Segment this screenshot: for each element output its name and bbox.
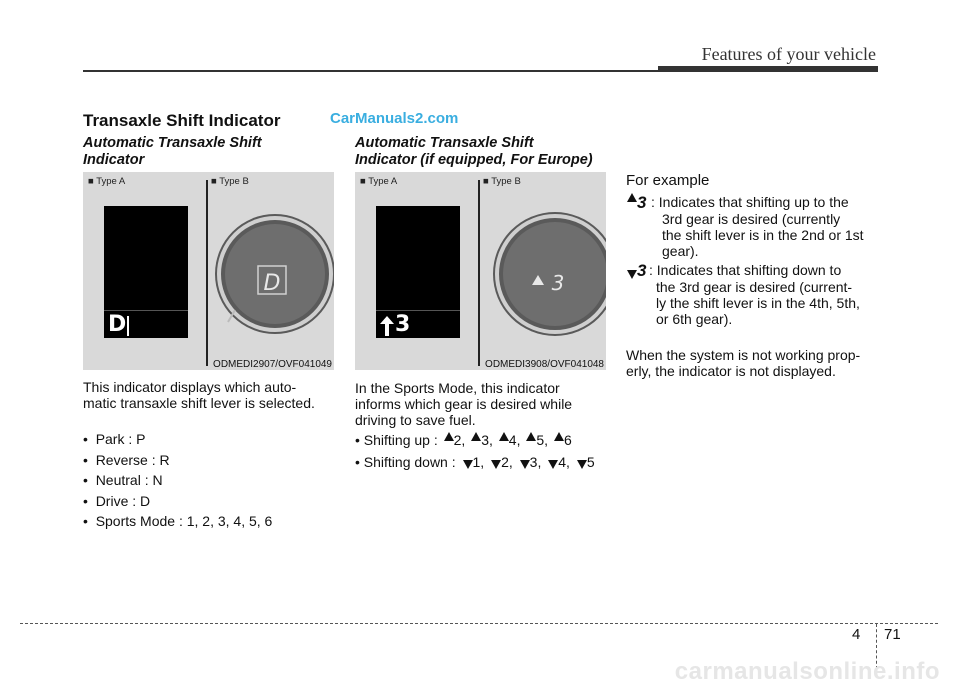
middle-subtitle-line1: Automatic Transaxle Shift bbox=[355, 135, 534, 151]
footer-rule bbox=[20, 623, 938, 624]
up-symbol bbox=[627, 193, 646, 213]
triangle-up-icon bbox=[526, 432, 536, 441]
header-rule bbox=[83, 70, 658, 72]
para-line: : Indicates that shifting down to bbox=[649, 262, 842, 278]
triangle-up-icon bbox=[444, 432, 454, 441]
down-symbol-digit: 3 bbox=[637, 261, 647, 280]
type-a-tag: ■ Type A bbox=[360, 176, 398, 187]
middle-subtitle bbox=[355, 135, 593, 169]
para-line: matic transaxle shift lever is selected. bbox=[83, 395, 315, 411]
list-item: • Sports Mode : 1, 2, 3, 4, 5, 6 bbox=[83, 513, 273, 529]
triangle-down-icon bbox=[520, 460, 530, 469]
para-line: erly, the indicator is not displayed. bbox=[626, 363, 836, 379]
down-explanation bbox=[649, 262, 878, 278]
figure-code: ODMEDI3908/OVF041048 bbox=[485, 359, 604, 370]
list-item: • Park : P bbox=[83, 431, 146, 447]
para-line: In the Sports Mode, this indicator bbox=[355, 380, 560, 396]
up-explanation-cont bbox=[662, 211, 878, 259]
shift-down-label: • Shifting down : bbox=[355, 454, 456, 470]
para-line: or 6th gear). bbox=[656, 311, 733, 327]
list-item: • Reverse : R bbox=[83, 451, 170, 468]
shift-up-label: • Shifting up : bbox=[355, 432, 438, 448]
para-line: informs which gear is desired while bbox=[355, 396, 573, 412]
down-symbol bbox=[627, 261, 646, 281]
gear-digit: 3 bbox=[395, 312, 411, 337]
example-label: For example bbox=[626, 172, 710, 189]
type-a-tag: ■ Type A bbox=[88, 176, 126, 187]
middle-paragraph bbox=[355, 380, 606, 428]
left-subtitle bbox=[83, 135, 262, 169]
para-line: 3rd gear is desired (currently bbox=[662, 211, 841, 227]
header-rule-accent bbox=[658, 66, 878, 72]
para-line: : Indicates that shifting up to the bbox=[651, 194, 849, 210]
triangle-down-icon bbox=[627, 270, 637, 279]
triangle-up-icon bbox=[499, 432, 509, 441]
figure-left bbox=[83, 172, 334, 370]
triangle-down-icon bbox=[548, 460, 558, 469]
figure-middle bbox=[355, 172, 606, 370]
running-header: Features of your vehicle bbox=[701, 44, 876, 64]
gear-letter: D bbox=[108, 312, 127, 337]
para-line: driving to save fuel. bbox=[355, 412, 476, 428]
watermark-link[interactable]: CarManuals2.com bbox=[330, 110, 459, 127]
figure-code: ODMEDI2907/OVF041049 bbox=[213, 359, 332, 370]
page-number: 71 bbox=[884, 626, 901, 643]
note-paragraph bbox=[626, 347, 878, 379]
middle-subtitle-line2: Indicator (if equipped, For Europe) bbox=[355, 152, 593, 168]
list-item: • Neutral : N bbox=[83, 472, 163, 488]
type-a-display bbox=[104, 206, 188, 338]
arrow-up-icon bbox=[380, 316, 394, 336]
left-paragraph bbox=[83, 379, 334, 411]
gauge-gear-letter: D bbox=[263, 271, 281, 296]
triangle-up-icon bbox=[627, 193, 637, 202]
left-subtitle-line1: Automatic Transaxle Shift bbox=[83, 135, 262, 151]
para-line: When the system is not working prop- bbox=[626, 347, 861, 363]
type-b-gauge bbox=[480, 194, 606, 344]
gauge-gear-digit: 3 bbox=[551, 271, 565, 295]
type-b-tag: ■ Type B bbox=[483, 176, 521, 187]
para-line: the shift lever is in the 2nd or 1st bbox=[662, 227, 864, 243]
triangle-up-icon bbox=[471, 432, 481, 441]
para-line: ly the shift lever is in the 4th, 5th, bbox=[656, 295, 860, 311]
type-b-tag: ■ Type B bbox=[211, 176, 249, 187]
shift-down-row: • Shifting down : 1, 2, 3, 4, 5 bbox=[355, 454, 595, 470]
triangle-up-icon bbox=[554, 432, 564, 441]
triangle-down-icon bbox=[577, 460, 587, 469]
left-subtitle-line2: Indicator bbox=[83, 152, 145, 168]
para-line: gear). bbox=[662, 243, 699, 259]
up-symbol-digit: 3 bbox=[637, 193, 647, 212]
type-a-display bbox=[376, 206, 460, 338]
up-explanation bbox=[651, 194, 878, 210]
down-explanation-cont bbox=[656, 279, 878, 327]
chapter-number: 4 bbox=[852, 626, 861, 643]
shift-up-row: • Shifting up : 2, 3, 4, 5, 6 bbox=[355, 432, 572, 448]
watermark-footer: carmanualsonline.info bbox=[674, 658, 940, 685]
gear-list bbox=[83, 429, 272, 532]
list-item: • Drive : D bbox=[83, 492, 151, 509]
section-title: Transaxle Shift Indicator bbox=[83, 111, 281, 130]
triangle-down-icon bbox=[491, 460, 501, 469]
para-line: This indicator displays which auto- bbox=[83, 379, 297, 395]
para-line: the 3rd gear is desired (current- bbox=[656, 279, 853, 295]
type-b-gauge bbox=[208, 194, 334, 344]
triangle-down-icon bbox=[463, 460, 473, 469]
